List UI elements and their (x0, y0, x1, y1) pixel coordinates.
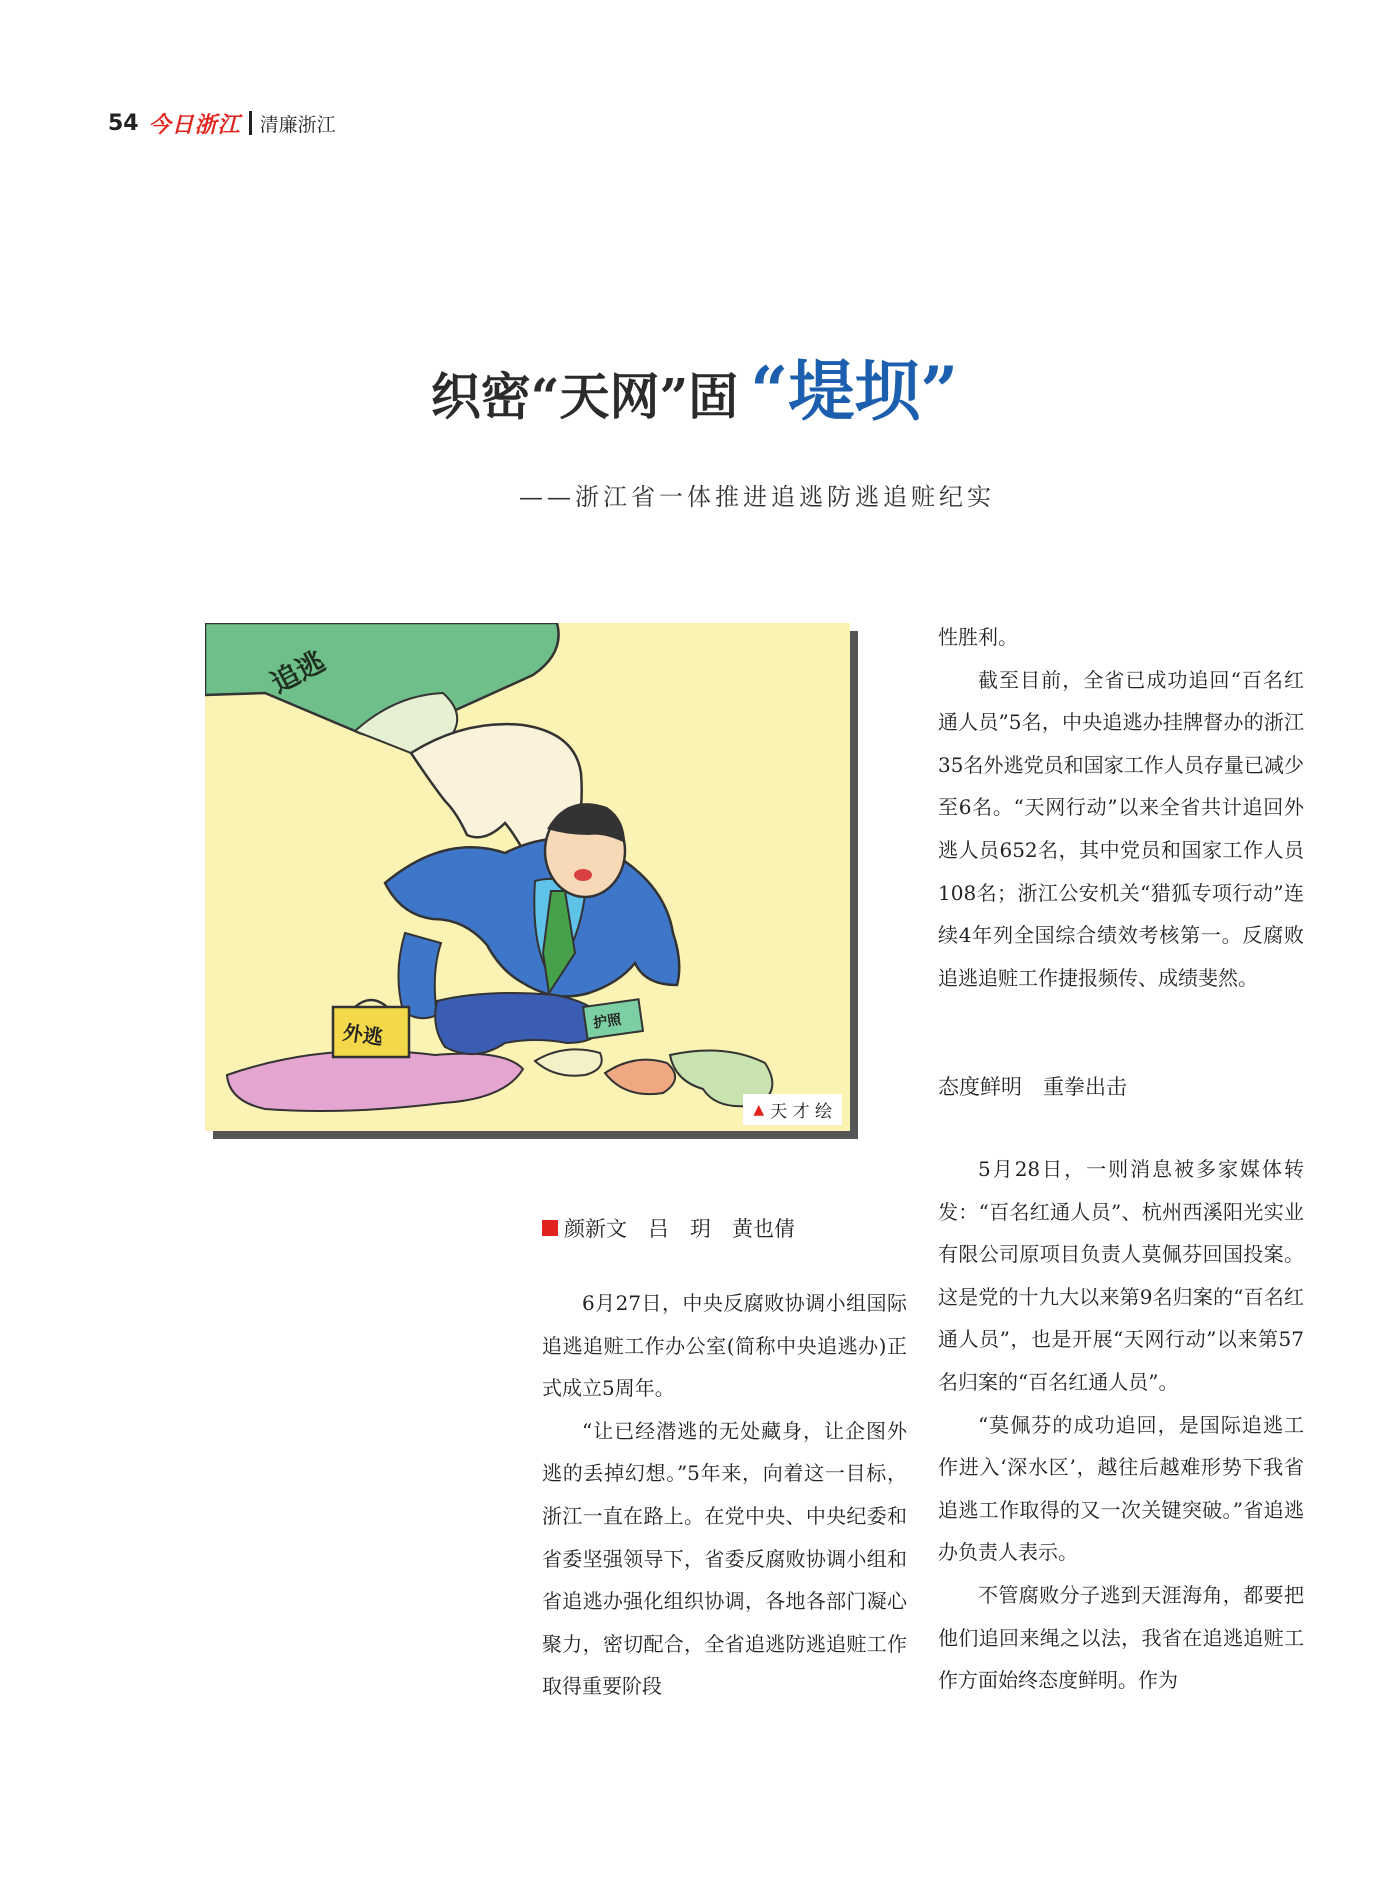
paragraph: 截至目前，全省已成功追回“百名红通人员”5名，中央追逃办挂牌督办的浙江35名外逃党员和国家工作人员存量已减少至6名。“天网行动”以来全省共计追回外逃人员652名，其中党员和国家工作人员108名；浙江公安机关“猎狐专项行动”连续4年列全国综合绩效考核第一。反腐败追逃追赃工作捷报频传、成绩斐然。 (938, 667, 1304, 990)
magazine-logo: 今日浙江 (148, 112, 241, 138)
section-heading: 态度鲜明 重拳出击 (938, 1075, 1127, 1099)
byline (542, 1213, 795, 1243)
suitcase-label: 外逃 (341, 1020, 385, 1050)
paragraph: 6月27日，中央反腐败协调小组国际追逃追赃工作办公室(简称中央追逃办)正式成立5周年。 (542, 1291, 907, 1401)
article-column-right-bottom (938, 1148, 1304, 1702)
paragraph: “让已经潜逃的无处藏身，让企图外逃的丢掉幻想。”5年来，向着这一目标，浙江一直在路上。在党中央、中央纪委和省委坚强领导下，省委反腐败协调小组和省追逃办强化组织协调，各地各部门凝心聚力，密切配合，全省追逃防逃追赃工作取得重要阶段 (542, 1418, 907, 1699)
illustration-credit (743, 1094, 842, 1125)
page-header (108, 108, 336, 138)
author-names: 颜新文 吕 玥 黄也倩 (564, 1217, 795, 1241)
credit-text: 天 才 绘 (770, 1102, 832, 1122)
section-name: 清廉浙江 (259, 113, 336, 136)
header-divider (249, 111, 252, 135)
article-title (0, 338, 1389, 433)
sleeve-label: 追逃 (265, 644, 331, 700)
cartoon-illustration (205, 623, 850, 1131)
title-part-1: 织密“天网”固 (430, 367, 739, 426)
article-column-right-top (938, 616, 1304, 999)
passport-label: 护照 (592, 1011, 623, 1032)
red-square-icon (542, 1220, 558, 1236)
cartoon-drawing (205, 623, 850, 1131)
page-number: 54 (108, 110, 139, 136)
triangle-icon: ▲ (753, 1101, 765, 1118)
article-subtitle: ——浙江省一体推进追逃防逃追赃纪实 (519, 483, 995, 511)
paragraph-continuation: 性胜利。 (938, 625, 1018, 649)
article-column-left (542, 1282, 907, 1708)
paragraph: “莫佩芬的成功追回，是国际追逃工作进入‘深水区’，越往后越难形势下我省追逃工作取得的又一次关键突破。”省追逃办负责人表示。 (938, 1412, 1304, 1565)
title-part-2: “堤坝” (750, 352, 959, 430)
paragraph: 5月28日，一则消息被多家媒体转发：“百名红通人员”、杭州西溪阳光实业有限公司原项目负责人莫佩芬回国投案。这是党的十九大以来第9名归案的“百名红通人员”，也是开展“天网行动”以来第57名归案的“百名红通人员”。 (938, 1157, 1304, 1394)
paragraph: 不管腐败分子逃到天涯海角，都要把他们追回来绳之以法，我省在追逃追赃工作方面始终态度鲜明。作为 (938, 1582, 1304, 1693)
